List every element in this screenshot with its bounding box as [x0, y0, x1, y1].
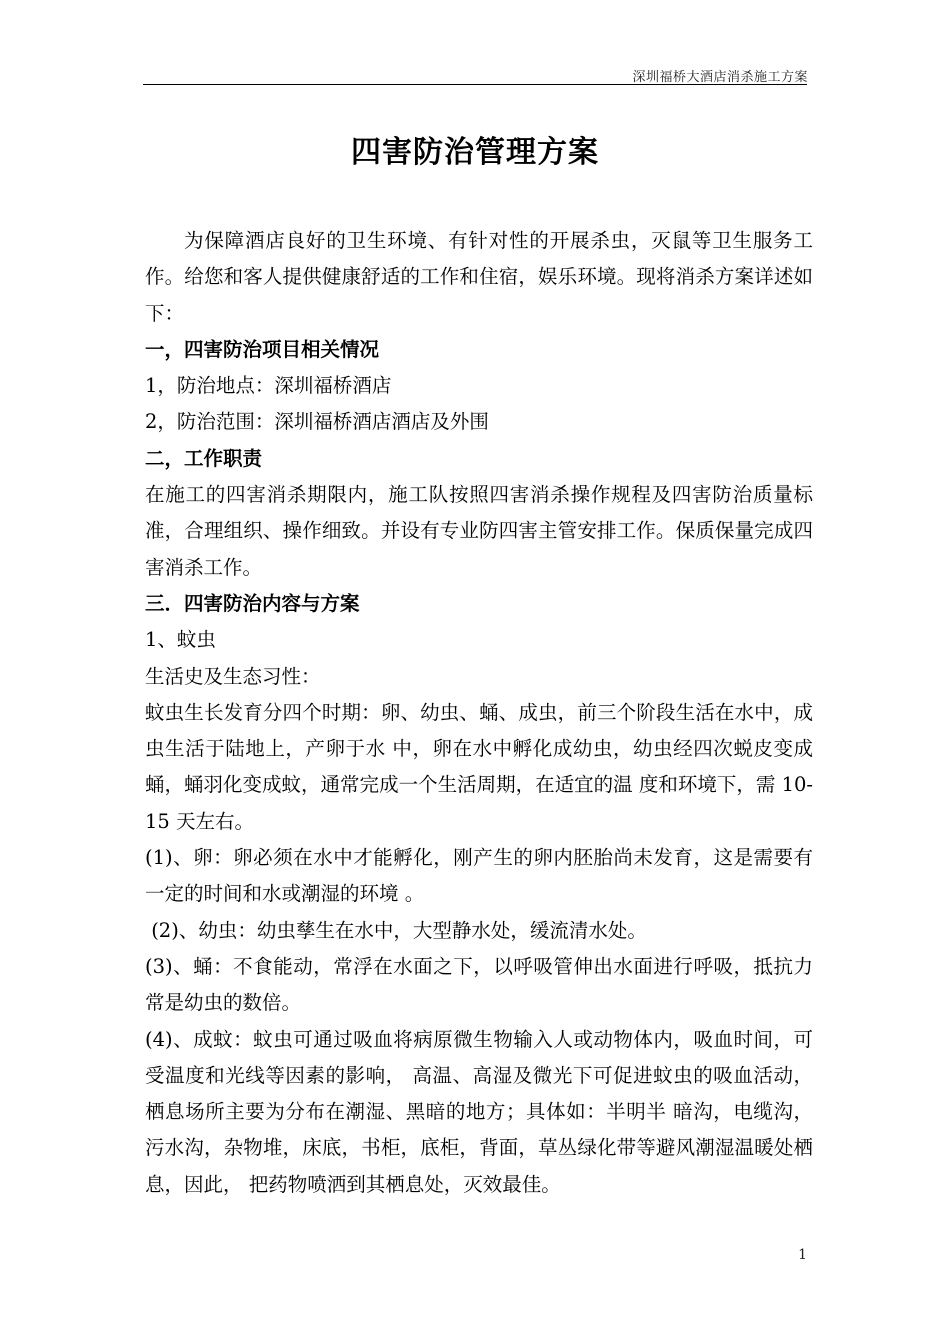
header-rule [143, 84, 807, 85]
section-heading-3: 三．四害防治内容与方案 [145, 591, 360, 615]
paragraph-adult: (4)、成蚊：蚊虫可通过吸血将病原微生物输入人或动物体内，吸血时间，可受温度和光线等因素的影响， 高温、高湿及微光下可促进蚊虫的吸血活动，栖息场所主要为分布在潮湿、黑暗的地方；具体如：半明半 暗沟，电缆沟，污水沟，杂物堆，床底，书柜，底柜，背面，草丛绿化带等避风潮湿温暖处栖息，因此， 把药物喷洒到其栖息处，灭效最佳。 [145, 1027, 813, 1196]
intro-paragraph: 为保障酒店良好的卫生环境、有针对性的开展杀虫，灭鼠等卫生服务工作。给您和客人提供健康舒适的工作和住宿，娱乐环境。现将消杀方案详述如下： [145, 229, 813, 325]
section-heading-2: 二，工作职责 [145, 446, 263, 470]
page-number: 1 [798, 1247, 807, 1263]
paragraph-egg: (1)、卵：卵必须在水中才能孵化，刚产生的卵内胚胎尚未发育，这是需要有一定的时间和水或潮湿的环境 。 [145, 846, 813, 906]
document-body [145, 223, 813, 1203]
subheading-life-history: 生活史及生态习性： [145, 664, 321, 688]
paragraph-growth: 蚊虫生长发育分四个时期：卵、幼虫、蛹、成虫，前三个阶段生活在水中，成虫生活于陆地上，产卵于水 中，卵在水中孵化成幼虫，幼虫经四次蜕皮变成蛹，蛹羽化变成蚊，通常完成一个生活周期，在适宜的温 度和环境下，需 10-15 天左右。 [145, 700, 813, 833]
section-heading-1: 一，四害防治项目相关情况 [145, 337, 380, 361]
paragraph-larva: (2)、幼虫：幼虫孳生在水中，大型静水处，缓流清水处。 [145, 918, 647, 942]
paragraph-scope: 2，防治范围：深圳福桥酒店酒店及外围 [145, 410, 489, 434]
paragraph-duties: 在施工的四害消杀期限内，施工队按照四害消杀操作规程及四害防治质量标准，合理组织、操作细致。并设有专业防四害主管安排工作。保质保量完成四害消杀工作。 [145, 483, 813, 579]
running-header: 深圳福桥大酒店消杀施工方案 [632, 70, 808, 85]
paragraph-location: 1，防治地点：深圳福桥酒店 [145, 374, 392, 398]
document-title: 四害防治管理方案 [351, 135, 599, 170]
subheading-mosquito: 1、蚊虫 [145, 628, 216, 652]
paragraph-pupa: (3)、蛹：不食能动，常浮在水面之下，以呼吸管伸出水面进行呼吸，抵抗力常是幼虫的数倍。 [145, 954, 813, 1015]
